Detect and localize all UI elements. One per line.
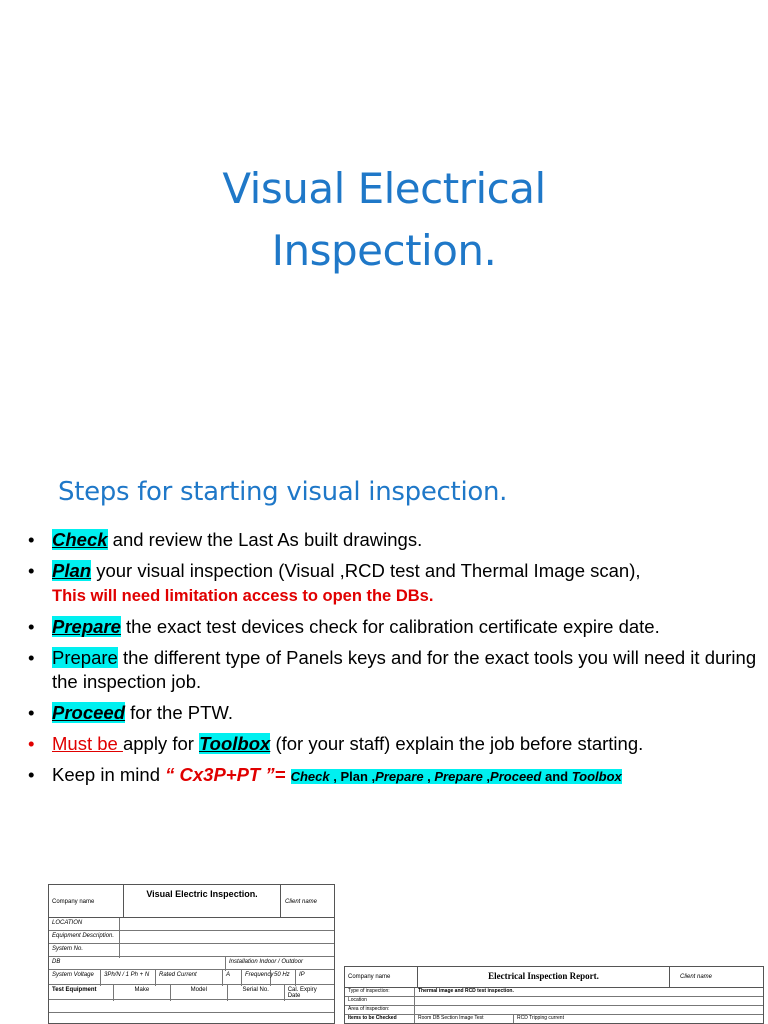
keyword-prepare-rest: repare — [64, 647, 118, 668]
form1-rated: Rated Current — [156, 970, 223, 986]
formula-expansion — [291, 769, 622, 784]
form2-area: Area of inspection: — [345, 1006, 415, 1014]
step-text: apply for — [122, 733, 200, 754]
warning-text: This will need limitation access to open the DBs. — [52, 587, 434, 605]
form1-title: Visual Electric Inspection. — [124, 885, 281, 917]
keyword-toolbox: Toolbox — [199, 733, 271, 754]
form2-client: Client name — [680, 974, 713, 980]
form1-company: Company name — [49, 885, 124, 917]
step-prepare-keys — [28, 646, 758, 694]
fx-sep-1: , — [423, 769, 435, 784]
fx-toolbox: Toolbox — [571, 769, 622, 784]
fx-sep-2: , — [482, 769, 491, 784]
title-line-1: Visual Electrical — [222, 164, 546, 213]
form2-checked-val: Room DB Section Image Test — [415, 1015, 514, 1023]
form1-system: System No. — [49, 944, 120, 958]
fx-prepare-2: Prepare — [434, 769, 483, 784]
form1-voltage-val: 3Ph/N / 1 Ph + N — [101, 970, 156, 986]
step-text: the exact test devices check for calibration certificate expire date. — [120, 616, 660, 637]
step-text: the different type of Panels keys and for the exact tools you will need it during the inspection job. — [52, 647, 757, 692]
form2-checked: Items to be Checked — [345, 1015, 415, 1023]
fx-check: Check — [290, 769, 330, 784]
keyword-check: Check — [52, 529, 108, 550]
step-text: Keep in mind — [52, 764, 166, 785]
form1-test-equip: Test Equipment — [49, 985, 114, 1001]
step-prepare-devices — [28, 615, 758, 639]
form1-rated-unit: A — [223, 970, 242, 986]
must-be-text: Must be — [52, 733, 123, 754]
step-text: for the PTW. — [125, 702, 233, 723]
keyword-plan: Plan — [52, 560, 92, 581]
keyword-prepare: Prepare — [52, 616, 121, 637]
form1-freq: Frequency — [242, 970, 271, 986]
step-check — [28, 528, 758, 552]
fx-prepare-1: Prepare — [375, 769, 424, 784]
visual-inspection-form-thumbnail — [48, 884, 335, 1024]
page-title — [0, 158, 768, 282]
form1-db: DB — [49, 957, 226, 971]
form1-equipment: Equipment Description. — [49, 931, 120, 945]
form2-type-label: Type of inspection: — [345, 988, 415, 996]
section-subtitle: Steps for starting visual inspection. — [58, 477, 508, 507]
step-toolbox — [28, 732, 758, 756]
step-text: and review the Last As built drawings. — [107, 529, 423, 550]
step-text: your visual inspection (Visual ,RCD test and Thermal Image scan), — [91, 560, 641, 581]
form1-voltage: System Voltage — [49, 970, 101, 986]
form1-client: Client name — [285, 899, 318, 905]
step-keep-in-mind — [28, 763, 758, 789]
form2-location: Location — [345, 997, 415, 1005]
step-proceed — [28, 701, 758, 725]
keyword-prepare-p: P — [52, 647, 65, 668]
form1-location: LOCATION — [49, 918, 120, 932]
fx-proceed: Proceed — [490, 769, 542, 784]
form1-installation: Installation Indoor / Outdoor — [229, 959, 304, 965]
form1-model: Model — [171, 985, 228, 1001]
form2-rcd: RCD Tripping current — [517, 1015, 564, 1021]
electrical-report-form-thumbnail — [344, 966, 764, 1024]
steps-list — [28, 528, 758, 796]
form2-title: Electrical Inspection Report. — [418, 967, 670, 987]
title-line-2: Inspection. — [271, 226, 497, 275]
step-plan — [28, 559, 758, 608]
form1-cal: Cal. Expiry Date — [287, 987, 317, 999]
form2-company: Company name — [345, 967, 418, 987]
fx-plan: , Plan , — [329, 769, 376, 784]
keyword-proceed: Proceed — [52, 702, 126, 723]
form1-make: Make — [114, 985, 171, 1001]
step-text: (for your staff) explain the job before starting. — [270, 733, 644, 754]
form1-serial: Serial No. — [228, 985, 285, 1001]
form2-type-value: Thermal image and RCD test inspection. — [418, 988, 514, 994]
formula-text: “ Cx3P+PT ”= — [165, 764, 291, 785]
form1-ip: IP — [299, 972, 305, 978]
form1-freq-val: 50 Hz — [271, 970, 296, 986]
fx-and: and — [541, 769, 572, 784]
